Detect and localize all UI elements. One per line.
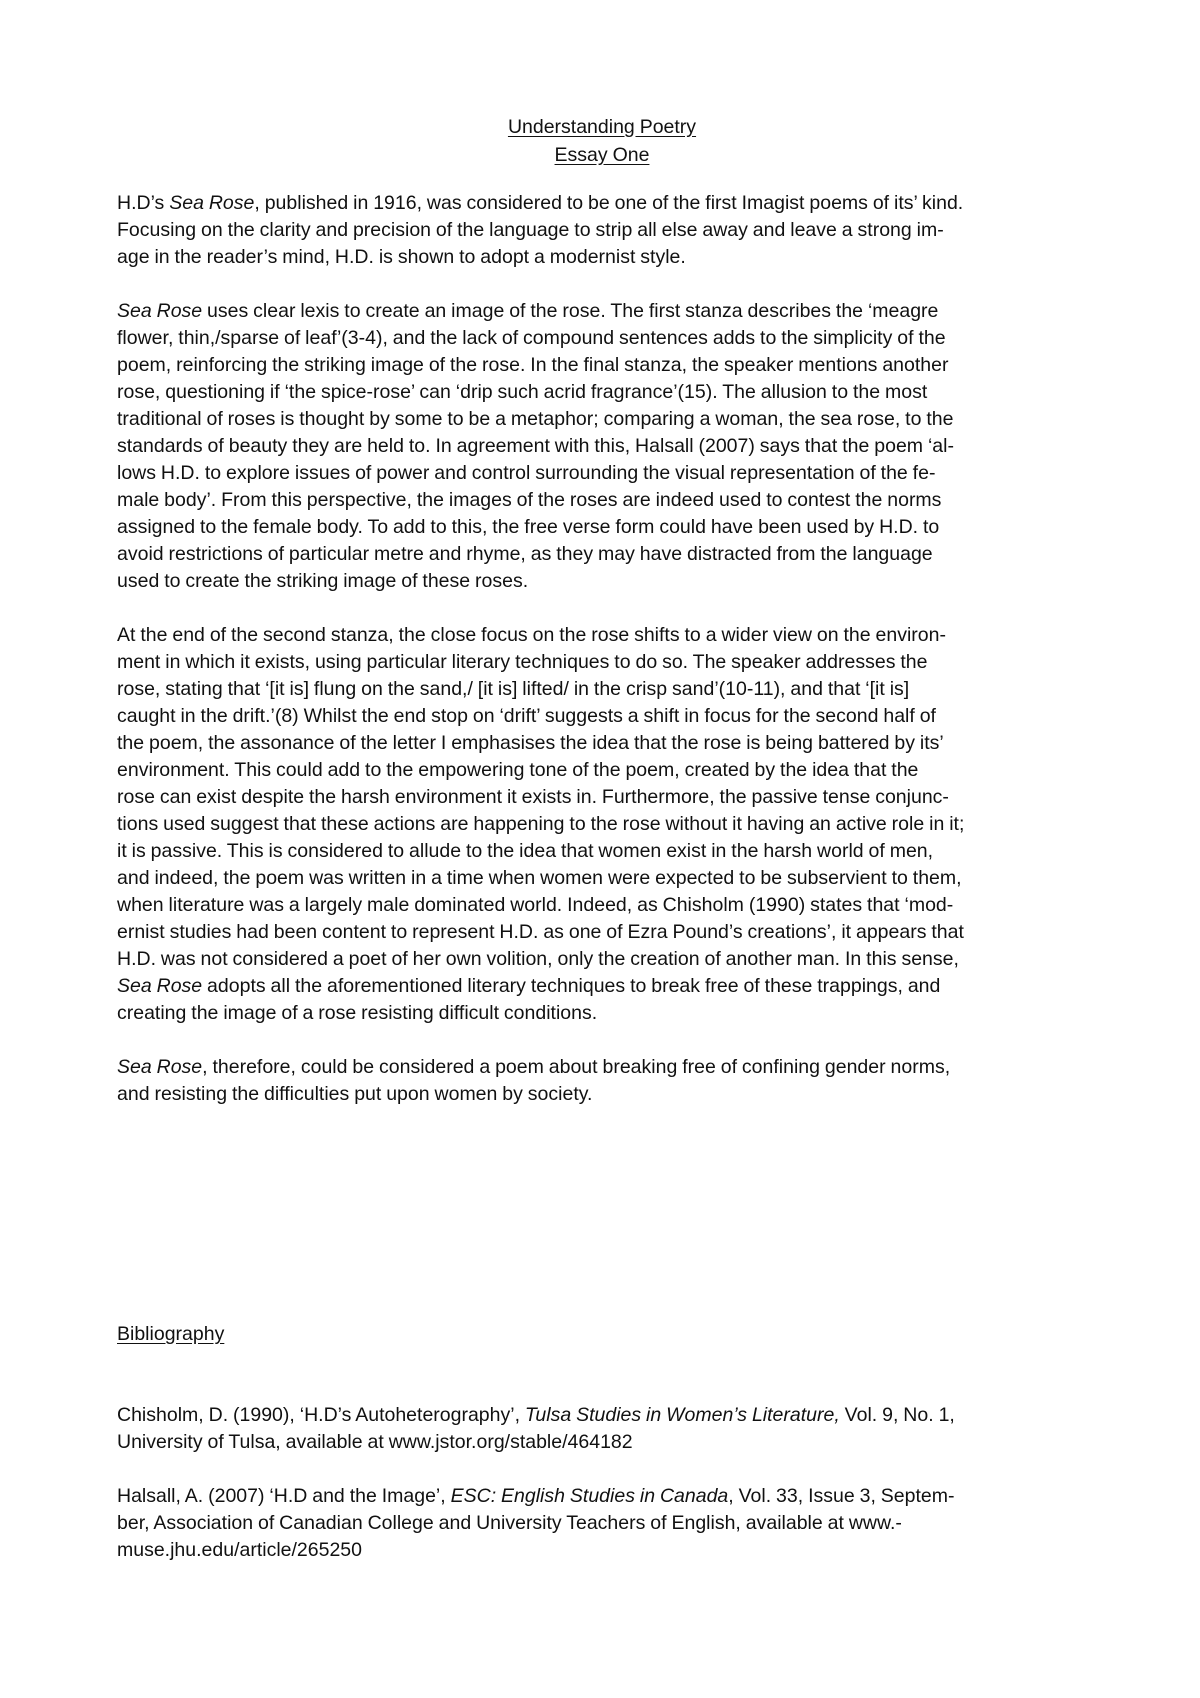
text-line (117, 622, 1087, 649)
text-line (117, 865, 1087, 892)
text-run: H.D. was not considered a poet of her own volition, only the creation of another man. In this sense, (117, 948, 959, 970)
text-run: creating the image of a rose resisting difficult conditions. (117, 1002, 598, 1024)
text-line (117, 460, 1087, 487)
text-run: rose, stating that ‘[it is] flung on the sand,/ [it is] lifted/ in the crisp sand’(10-11), and that ‘[it is] (117, 678, 910, 700)
text-run: poem, reinforcing the striking image of the rose. In the final stanza, the speaker mentions another (117, 354, 949, 376)
text-line (117, 1081, 1087, 1108)
text-run: male body’. From this perspective, the images of the roses are indeed used to contest the norms (117, 489, 942, 511)
text-run: flower, thin,/sparse of leaf’(3-4), and the lack of compound sentences adds to the simplicity of the (117, 327, 946, 349)
paragraph-imagery (117, 298, 1087, 595)
document-title: Understanding Poetry (507, 116, 697, 138)
paragraph-conclusion (117, 1054, 1087, 1108)
text-run: , Vol. 33, Issue 3, Septem- (728, 1485, 955, 1507)
italic-title-text: Sea Rose (169, 192, 255, 214)
text-run: caught in the drift.’(8) Whilst the end stop on ‘drift’ suggests a shift in focus for the second half of (117, 705, 936, 727)
text-line (117, 811, 1087, 838)
text-line (117, 838, 1087, 865)
text-line (117, 298, 1087, 325)
text-run: ber, Association of Canadian College and University Teachers of English, available at www.- (117, 1512, 902, 1534)
text-line (117, 190, 1087, 217)
text-run: age in the reader’s mind, H.D. is shown to adopt a modernist style. (117, 246, 686, 268)
text-run: standards of beauty they are held to. In agreement with this, Halsall (2007) says that the poem ‘al- (117, 435, 954, 457)
text-line (117, 325, 1087, 352)
text-line (117, 379, 1087, 406)
text-line (117, 1510, 1087, 1537)
text-run: Chisholm, D. (1990), ‘H.D’s Autoheterography’, (117, 1404, 525, 1426)
paragraph-environment (117, 622, 1087, 1027)
text-run: Vol. 9, No. 1, (839, 1404, 955, 1426)
document-subtitle: Essay One (554, 144, 650, 166)
text-run: At the end of the second stanza, the close focus on the rose shifts to a wider view on the environ- (117, 624, 946, 646)
text-line (117, 514, 1087, 541)
text-line (117, 541, 1087, 568)
text-run: the poem, the assonance of the letter I emphasises the idea that the rose is being battered by its’ (117, 732, 944, 754)
text-line (117, 406, 1087, 433)
text-run: tions used suggest that these actions are happening to the rose without it having an active role in it; (117, 813, 965, 835)
text-line (117, 973, 1087, 1000)
text-run: muse.jhu.edu/article/265250 (117, 1539, 362, 1561)
text-run: , therefore, could be considered a poem about breaking free of confining gender norms, (202, 1056, 951, 1078)
bibliography-heading: Bibliography (117, 1323, 225, 1345)
text-line (117, 784, 1087, 811)
text-line (117, 919, 1087, 946)
bibliography-entry-chisholm (117, 1402, 1087, 1456)
text-run: Focusing on the clarity and precision of the language to strip all else away and leave a strong im- (117, 219, 944, 241)
text-run: it is passive. This is considered to allude to the idea that women exist in the harsh world of men, (117, 840, 934, 862)
text-line (117, 244, 1087, 271)
text-line (117, 433, 1087, 460)
text-run: H.D’s (117, 192, 170, 214)
document-page (117, 0, 1087, 1698)
text-line (117, 1402, 1087, 1429)
text-line (117, 649, 1087, 676)
italic-title-text: ESC: English Studies in Canada (450, 1485, 729, 1507)
italic-title-text: Tulsa Studies in Women’s Literature, (524, 1404, 840, 1426)
text-run: rose can exist despite the harsh environment it exists in. Furthermore, the passive tense conjunc- (117, 786, 949, 808)
text-line (117, 217, 1087, 244)
text-run: ernist studies had been content to represent H.D. as one of Ezra Pound’s creations’, it appears that (117, 921, 964, 943)
text-run: traditional of roses is thought by some to be a metaphor; comparing a woman, the sea rose, to the (117, 408, 954, 430)
italic-title-text: Sea Rose (117, 975, 203, 997)
text-line (117, 1429, 1087, 1456)
text-line (117, 1483, 1087, 1510)
text-run: University of Tulsa, available at www.jstor.org/stable/464182 (117, 1431, 633, 1453)
text-line (117, 730, 1087, 757)
bibliography-entry-halsall (117, 1483, 1087, 1564)
text-run: when literature was a largely male dominated world. Indeed, as Chisholm (1990) states that ‘mod- (117, 894, 954, 916)
italic-title-text: Sea Rose (117, 1056, 203, 1078)
italic-title-text: Sea Rose (117, 300, 203, 322)
text-run: rose, questioning if ‘the spice-rose’ can ‘drip such acrid fragrance’(15). The allusion to the most (117, 381, 928, 403)
text-line (117, 703, 1087, 730)
text-line (117, 487, 1087, 514)
text-run: adopts all the aforementioned literary techniques to break free of these trappings, and (202, 975, 941, 997)
text-run: used to create the striking image of these roses. (117, 570, 529, 592)
text-run: ment in which it exists, using particular literary techniques to do so. The speaker addresses the (117, 651, 928, 673)
text-run: avoid restrictions of particular metre and rhyme, as they may have distracted from the language (117, 543, 933, 565)
paragraph-intro (117, 190, 1087, 271)
text-run: assigned to the female body. To add to this, the free verse form could have been used by H.D. to (117, 516, 940, 538)
text-run: and indeed, the poem was written in a time when women were expected to be subservient to them, (117, 867, 962, 889)
text-line (117, 946, 1087, 973)
title-block (117, 113, 1087, 169)
text-line (117, 1000, 1087, 1027)
text-line (117, 676, 1087, 703)
text-line (117, 1537, 1087, 1564)
text-run: , published in 1916, was considered to be one of the first Imagist poems of its’ kind. (254, 192, 964, 214)
text-line (117, 757, 1087, 784)
text-run: uses clear lexis to create an image of the rose. The first stanza describes the ‘meagre (202, 300, 939, 322)
text-run: lows H.D. to explore issues of power and control surrounding the visual representation of the fe- (117, 462, 936, 484)
text-line (117, 352, 1087, 379)
text-run: Halsall, A. (2007) ‘H.D and the Image’, (117, 1485, 451, 1507)
text-run: environment. This could add to the empowering tone of the poem, created by the idea that the (117, 759, 919, 781)
text-line (117, 568, 1087, 595)
text-line (117, 1054, 1087, 1081)
text-run: and resisting the difficulties put upon women by society. (117, 1083, 593, 1105)
text-line (117, 892, 1087, 919)
